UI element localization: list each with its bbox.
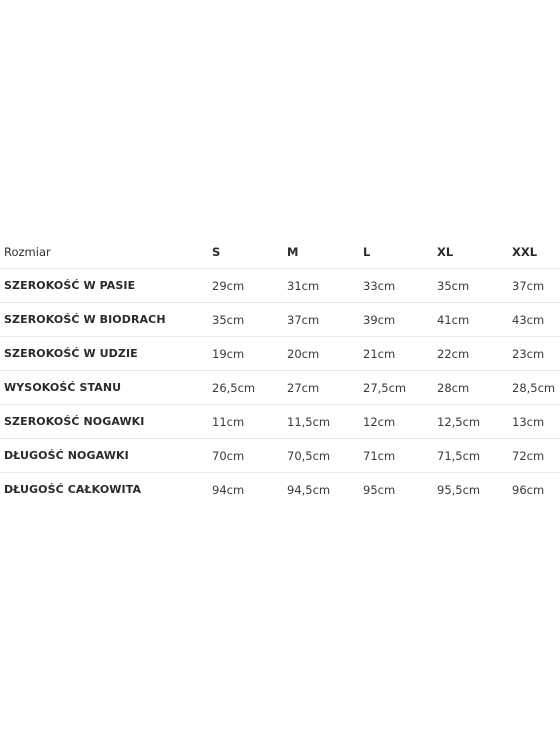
row-label: WYSOKOŚĆ STANU <box>0 371 212 405</box>
table-cell: 33cm <box>363 269 437 303</box>
header-size-s: S <box>212 235 287 269</box>
table-cell: 11,5cm <box>287 405 363 439</box>
table-cell: 35cm <box>212 303 287 337</box>
table-cell: 37cm <box>287 303 363 337</box>
row-label: SZEROKOŚĆ W PASIE <box>0 269 212 303</box>
table-row <box>0 439 560 473</box>
table-cell: 13cm <box>512 405 560 439</box>
table-cell: 21cm <box>363 337 437 371</box>
table-cell: 12cm <box>363 405 437 439</box>
table-cell: 43cm <box>512 303 560 337</box>
table-cell: 71cm <box>363 439 437 473</box>
table-row <box>0 473 560 507</box>
table-cell: 20cm <box>287 337 363 371</box>
table-cell: 94,5cm <box>287 482 331 497</box>
size-chart-table <box>0 235 560 506</box>
table-cell: 29cm <box>212 269 287 303</box>
table-cell: 26,5cm <box>212 371 287 405</box>
row-label: SZEROKOŚĆ NOGAWKI <box>0 405 212 439</box>
table-cell: 31cm <box>287 269 363 303</box>
header-size-label: Rozmiar <box>0 235 212 269</box>
table-cell: 11cm <box>212 405 287 439</box>
table-cell: 70cm <box>212 439 287 473</box>
row-label: SZEROKOŚĆ W UDZIE <box>0 337 212 371</box>
table-cell: 94cm <box>212 482 245 497</box>
table-cell: 35cm <box>437 269 512 303</box>
table-cell: 95,5cm <box>437 482 481 497</box>
table-row <box>0 269 560 303</box>
table-row <box>0 405 560 439</box>
header-size-l: L <box>363 235 437 269</box>
table-row <box>0 303 560 337</box>
table-cell: 12,5cm <box>437 405 512 439</box>
table-cell: 37cm <box>512 269 560 303</box>
table-row <box>0 371 560 405</box>
header-size-xl: XL <box>437 235 512 269</box>
table-cell: 70,5cm <box>287 439 363 473</box>
table-cell: 19cm <box>212 337 287 371</box>
row-label: DŁUGOŚĆ CAŁKOWITA <box>4 483 142 496</box>
table-cell: 72cm <box>512 439 560 473</box>
table-cell: 27,5cm <box>363 371 437 405</box>
table-cell: 39cm <box>363 303 437 337</box>
table-cell: 41cm <box>437 303 512 337</box>
table-cell: 22cm <box>437 337 512 371</box>
header-size-m: M <box>287 235 363 269</box>
table-cell: 23cm <box>512 337 560 371</box>
row-label: SZEROKOŚĆ W BIODRACH <box>0 303 212 337</box>
table-cell: 95cm <box>363 482 396 497</box>
row-label: DŁUGOŚĆ NOGAWKI <box>0 439 212 473</box>
table-header-row <box>0 235 560 269</box>
table-row <box>0 337 560 371</box>
header-size-xxl: XXL <box>512 235 560 269</box>
table-cell: 71,5cm <box>437 439 512 473</box>
table-cell: 28cm <box>437 371 512 405</box>
table-cell: 96cm <box>512 482 545 497</box>
table-cell: 27cm <box>287 371 363 405</box>
table-cell: 28,5cm <box>512 371 560 405</box>
